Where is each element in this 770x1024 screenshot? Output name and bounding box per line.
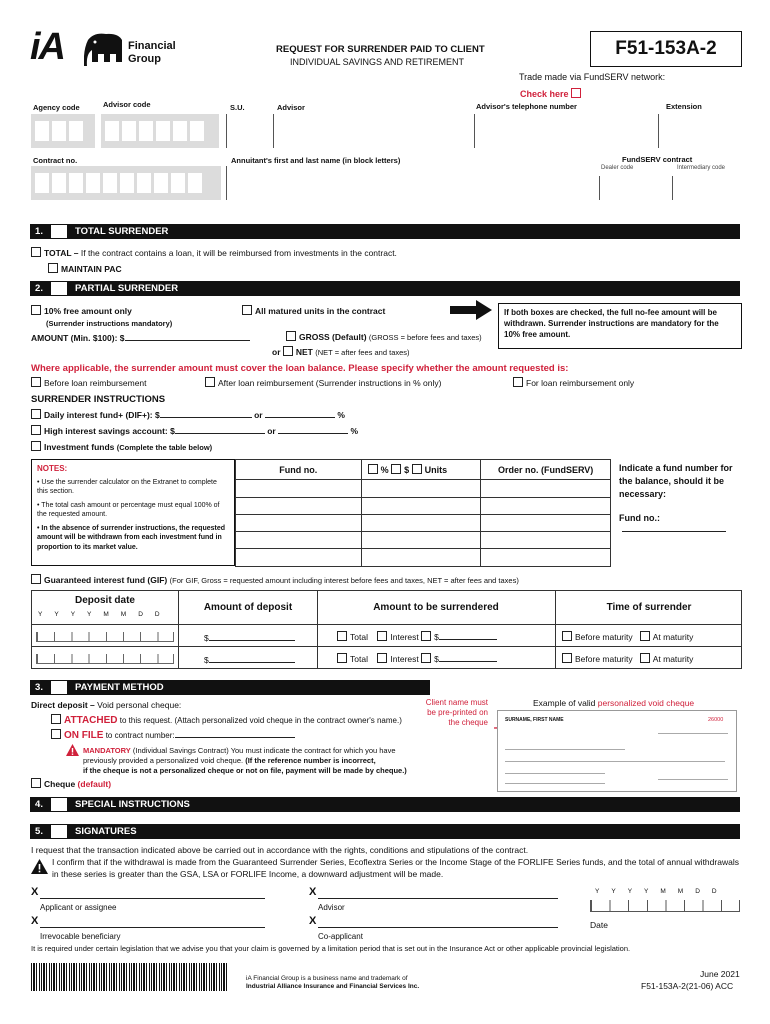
form-code-box: F51-153A-2 bbox=[590, 31, 742, 67]
order-cell[interactable] bbox=[481, 549, 611, 567]
amount-deposit-header: Amount of deposit bbox=[203, 602, 293, 613]
surrender-amount-field[interactable] bbox=[439, 661, 497, 662]
net-note: (NET = after fees and taxes) bbox=[315, 348, 410, 357]
date-letter: M bbox=[103, 611, 109, 618]
total-checkbox[interactable] bbox=[337, 653, 347, 663]
example-cheque bbox=[497, 710, 737, 792]
sig-date-label: Date bbox=[590, 920, 608, 930]
deposit-amount-field[interactable] bbox=[209, 640, 295, 641]
cheque-name: SURNAME, FIRST NAME bbox=[505, 717, 564, 723]
example-cheque-label bbox=[533, 698, 694, 708]
for-loan-checkbox[interactable] bbox=[513, 377, 523, 387]
hisa-checkbox[interactable] bbox=[31, 425, 41, 435]
deposit-date-field[interactable] bbox=[36, 654, 174, 664]
applicant-line[interactable] bbox=[40, 898, 265, 899]
daily-pct: % bbox=[337, 410, 345, 420]
attached-checkbox[interactable] bbox=[51, 714, 61, 724]
extension-label: Extension bbox=[666, 102, 702, 111]
fund-cell[interactable] bbox=[236, 498, 362, 515]
date-letter: D bbox=[154, 611, 160, 618]
net-checkbox[interactable] bbox=[283, 346, 293, 356]
form-title: REQUEST FOR SURRENDER PAID TO CLIENT bbox=[276, 44, 485, 55]
contract-no-field[interactable] bbox=[31, 166, 221, 200]
note-3-text: In the absence of surrender instructions, the requested amount will be withdrawn from each investment fund in proportion to its market value. bbox=[37, 524, 226, 551]
contract-no-label: Contract no. bbox=[33, 156, 78, 165]
units-label: Units bbox=[424, 465, 448, 475]
date-letter: Y bbox=[87, 611, 92, 618]
deposit-amount-row1 bbox=[204, 633, 295, 643]
inv-funds-checkbox[interactable] bbox=[31, 441, 41, 451]
advisor-sig-line[interactable] bbox=[318, 898, 558, 899]
beneficiary-line[interactable] bbox=[40, 927, 265, 928]
warning-icon bbox=[31, 859, 48, 874]
daily-amount-field[interactable] bbox=[160, 417, 252, 418]
dollar-sign: $ bbox=[204, 655, 209, 665]
date-letter: D bbox=[695, 888, 700, 895]
date-letter: Y bbox=[54, 611, 59, 618]
example-text: Example of valid bbox=[533, 698, 596, 708]
logo-ia: iA bbox=[30, 26, 64, 68]
direct-deposit-label: Direct deposit – bbox=[31, 700, 95, 710]
gif-checkbox[interactable] bbox=[31, 574, 41, 584]
table-row bbox=[236, 515, 611, 532]
fundserv-contract-label: FundSERV contract bbox=[622, 155, 693, 164]
balance-fund-no-field[interactable] bbox=[622, 531, 726, 532]
cheque-label: Cheque bbox=[44, 779, 76, 789]
info-box: If both boxes are checked, the full no-fee amount will be withdrawn. Surrender instructions are mandatory for the 10% free amount. bbox=[498, 303, 742, 349]
hisa-pct: % bbox=[350, 426, 359, 436]
mandatory-block bbox=[83, 746, 423, 776]
mandatory-label: MANDATORY bbox=[83, 746, 131, 755]
after-loan-label: After loan reimbursement (Surrender instructions in % only) bbox=[218, 378, 442, 388]
section-5-title: SIGNATURES bbox=[75, 826, 137, 837]
time-row1 bbox=[562, 631, 693, 642]
at-maturity-checkbox[interactable] bbox=[640, 653, 650, 663]
daily-pct-field[interactable] bbox=[265, 417, 335, 418]
dealer-code-label: Dealer code bbox=[601, 165, 634, 171]
hisa-or: or bbox=[267, 426, 276, 436]
confirm-text: I confirm that if the withdrawal is made from the Guaranteed Surrender Series, Ecoflextra Series or the Income Stage of the FORLIFE Series funds, and the total of annual withdrawals in these series is greater than the GSA, LSA or FORLIFE Income, a downward adjustment will be made. bbox=[52, 857, 739, 879]
date-letter: M bbox=[120, 611, 127, 618]
section-3-title: PAYMENT METHOD bbox=[75, 682, 164, 693]
daily-row bbox=[31, 409, 345, 420]
daily-label: Daily interest fund+ (DIF+): $ bbox=[44, 410, 160, 420]
daily-checkbox[interactable] bbox=[31, 409, 41, 419]
loan-notice: Where applicable, the surrender amount must cover the loan balance. Please specify whether the amount requested is: bbox=[31, 363, 569, 374]
applicant-label: Applicant or assignee bbox=[40, 903, 117, 912]
example-red-text: personalized void cheque bbox=[597, 698, 695, 708]
date-letter: D bbox=[138, 611, 143, 618]
balance-fund-no-label: Fund no.: bbox=[619, 513, 660, 523]
fund-table bbox=[235, 459, 611, 567]
order-no-header: Order no. (FundSERV) bbox=[481, 460, 611, 480]
fundserv-note: Trade made via FundSERV network: bbox=[519, 72, 666, 82]
advisor-label: Advisor bbox=[277, 103, 305, 112]
ten-pct-checkbox[interactable] bbox=[31, 305, 41, 315]
on-file-text: to contract number: bbox=[105, 731, 175, 740]
pct-checkbox[interactable] bbox=[368, 464, 378, 474]
trademark-line-2: Industrial Alliance Insurance and Financial Services Inc. bbox=[246, 983, 420, 990]
table-row bbox=[236, 549, 611, 567]
date-letter: M bbox=[660, 888, 666, 895]
fundserv-checkbox[interactable] bbox=[571, 88, 581, 98]
order-cell[interactable] bbox=[481, 515, 611, 532]
before-maturity-label: Before maturity bbox=[575, 632, 633, 642]
net-label: NET bbox=[295, 347, 313, 357]
notes-box bbox=[31, 459, 235, 566]
section-4-num: 4. bbox=[35, 799, 43, 810]
section-1-header bbox=[30, 224, 740, 239]
section-2-num: 2. bbox=[35, 283, 43, 294]
gif-date-letters bbox=[38, 611, 160, 618]
gross-checkbox[interactable] bbox=[286, 331, 296, 341]
fund-cell[interactable] bbox=[236, 480, 362, 498]
agency-code-label: Agency code bbox=[33, 103, 80, 112]
fund-cell[interactable] bbox=[236, 515, 362, 532]
arrow-right-icon bbox=[450, 300, 492, 320]
hisa-label: High interest savings account: $ bbox=[44, 426, 175, 436]
total-label: Total bbox=[350, 632, 368, 642]
advisor-sig-label: Advisor bbox=[318, 903, 345, 912]
amount-field[interactable] bbox=[125, 340, 250, 341]
check-here-text: Check here bbox=[520, 89, 569, 99]
mandatory-text-4: if the cheque is not a personalized cheque or not on file, payment will be made by cheque.) bbox=[83, 766, 407, 775]
date-letter: Y bbox=[627, 888, 633, 895]
gif-label: Guaranteed interest fund (GIF) bbox=[44, 575, 168, 585]
void-cheque-label: Void personal cheque: bbox=[97, 700, 182, 710]
total-text: If the contract contains a loan, it will be reimbursed from investments in the contract. bbox=[80, 248, 397, 258]
time-row2 bbox=[562, 653, 693, 664]
note-2-text: The total cash amount or percentage must equal 100% of the requested amount. bbox=[37, 501, 220, 518]
before-maturity-checkbox[interactable] bbox=[562, 631, 572, 641]
check-here-label bbox=[520, 88, 584, 99]
ten-pct-note: (Surrender instructions mandatory) bbox=[46, 319, 173, 328]
total-label: TOTAL – bbox=[44, 248, 79, 258]
interest-checkbox[interactable] bbox=[377, 631, 387, 641]
note-3: • In the absence of surrender instructions, the requested amount will be withdrawn from each investment fund in proportion to its market value. bbox=[37, 524, 226, 551]
at-maturity-checkbox[interactable] bbox=[640, 631, 650, 641]
section-4-header bbox=[30, 797, 740, 812]
su-field[interactable] bbox=[226, 114, 270, 148]
order-cell[interactable] bbox=[481, 532, 611, 549]
time-surrender-header: Time of surrender bbox=[606, 602, 692, 613]
before-loan-row bbox=[31, 377, 147, 388]
surrender-row2 bbox=[337, 653, 497, 664]
before-loan-label: Before loan reimbursement bbox=[44, 378, 147, 388]
advisor-code-field[interactable] bbox=[101, 114, 219, 148]
section-5-num: 5. bbox=[35, 826, 43, 837]
section-2-checkbox[interactable] bbox=[51, 282, 67, 295]
note-1-text: Use the surrender calculator on the Extranet to complete this section. bbox=[37, 478, 217, 495]
before-maturity-checkbox[interactable] bbox=[562, 653, 572, 663]
matured-row bbox=[242, 305, 385, 316]
dollar-sign: $ bbox=[434, 654, 439, 664]
sig-date-letters bbox=[595, 888, 717, 895]
co-applicant-x: X bbox=[309, 915, 317, 927]
elephant-icon bbox=[84, 32, 126, 68]
attached-row bbox=[51, 714, 402, 726]
maintain-pac-row bbox=[48, 263, 122, 274]
dollar-label: $ bbox=[404, 465, 410, 475]
total-label: Total bbox=[350, 654, 368, 664]
pct-dollar-units-header bbox=[361, 460, 481, 480]
before-maturity-label: Before maturity bbox=[575, 654, 633, 664]
matured-checkbox[interactable] bbox=[242, 305, 252, 315]
gif-note: (For GIF, Gross = requested amount including interest before fees and taxes, NET = after fees and taxes) bbox=[169, 576, 519, 585]
intermediary-code-field[interactable] bbox=[672, 176, 742, 200]
logo-group: Group bbox=[128, 53, 161, 65]
on-file-label: ON FILE bbox=[64, 730, 104, 741]
maintain-pac-checkbox[interactable] bbox=[48, 263, 58, 273]
legal-text: It is required under certain legislation that we advise you that your claim is governed by a limitation period that is set out in the Insurance Act or other applicable provincial legislation. bbox=[31, 944, 631, 953]
logo-financial: Financial bbox=[128, 40, 176, 52]
fund-cell[interactable] bbox=[236, 532, 362, 549]
amount-row bbox=[31, 333, 250, 343]
amount-cell[interactable] bbox=[361, 515, 481, 532]
table-row bbox=[236, 480, 611, 498]
total-surrender-row bbox=[31, 247, 397, 258]
after-loan-row bbox=[205, 377, 441, 388]
matured-label: All matured units in the contract bbox=[255, 306, 386, 316]
surrender-row1 bbox=[337, 631, 497, 642]
amount-checkbox[interactable] bbox=[421, 631, 431, 641]
date-letter: D bbox=[711, 888, 717, 895]
amount-cell[interactable] bbox=[361, 549, 481, 567]
gross-row bbox=[286, 331, 482, 342]
at-maturity-label: At maturity bbox=[652, 632, 694, 642]
gross-label: GROSS (Default) bbox=[299, 332, 367, 342]
dealer-code-field[interactable] bbox=[599, 176, 667, 200]
amount-surrender-header: Amount to be surrendered bbox=[373, 602, 499, 613]
inv-funds-label: Investment funds bbox=[44, 442, 115, 452]
annuitant-label: Annuitant's first and last name (in block letters) bbox=[231, 156, 401, 165]
section-4-title: SPECIAL INSTRUCTIONS bbox=[75, 799, 190, 810]
total-checkbox[interactable] bbox=[337, 631, 347, 641]
notes-title: NOTES: bbox=[37, 464, 68, 473]
cheque-row bbox=[31, 778, 111, 789]
or-label: or bbox=[272, 347, 281, 357]
gif-row bbox=[31, 574, 519, 585]
after-loan-checkbox[interactable] bbox=[205, 377, 215, 387]
advisor-phone-field[interactable] bbox=[474, 114, 654, 148]
gross-note: (GROSS = before fees and taxes) bbox=[368, 333, 482, 342]
annuitant-field[interactable] bbox=[226, 166, 596, 200]
extension-field[interactable] bbox=[658, 114, 742, 148]
beneficiary-label: Irrevocable beneficiary bbox=[40, 932, 121, 941]
on-file-row bbox=[51, 729, 295, 741]
hisa-amount-field[interactable] bbox=[175, 433, 265, 434]
amount-label: AMOUNT (Min. $100): $ bbox=[31, 333, 125, 343]
form-subtitle: INDIVIDUAL SAVINGS AND RETIREMENT bbox=[290, 57, 465, 67]
client-name-note: Client name must be pre-printed on the cheque bbox=[425, 698, 488, 727]
fund-no-header: Fund no. bbox=[236, 460, 362, 480]
section-5-checkbox[interactable] bbox=[51, 825, 67, 838]
section-1-title: TOTAL SURRENDER bbox=[75, 226, 169, 237]
instructions-title: SURRENDER INSTRUCTIONS bbox=[31, 394, 166, 405]
attached-text: to this request. (Attach personalized void cheque in the contract owner's name.) bbox=[119, 716, 402, 725]
request-text: I request that the transaction indicated above be carried out in accordance with the rights, conditions and stipulations of the contract. bbox=[31, 845, 529, 855]
attached-label: ATTACHED bbox=[64, 715, 118, 726]
cheque-number: 26000 bbox=[708, 717, 724, 723]
logo bbox=[30, 26, 180, 72]
units-checkbox[interactable] bbox=[412, 464, 422, 474]
hisa-row bbox=[31, 425, 358, 436]
deposit-amount-row2 bbox=[204, 655, 295, 665]
amount-cell[interactable] bbox=[361, 532, 481, 549]
advisor-code-label: Advisor code bbox=[103, 100, 151, 109]
maintain-pac-label: MAINTAIN PAC bbox=[61, 264, 122, 274]
before-loan-checkbox[interactable] bbox=[31, 377, 41, 387]
dollar-sign: $ bbox=[434, 632, 439, 642]
applicant-x: X bbox=[31, 886, 39, 898]
barcode bbox=[31, 963, 229, 991]
amount-cell[interactable] bbox=[361, 498, 481, 515]
net-row bbox=[272, 346, 410, 357]
trademark-line-1: iA Financial Group is a business name and trademark of bbox=[246, 975, 408, 982]
inv-funds-note: (Complete the table below) bbox=[116, 443, 213, 452]
interest-checkbox[interactable] bbox=[377, 653, 387, 663]
interest-label: Interest bbox=[390, 654, 419, 664]
ten-pct-label: 10% free amount only bbox=[44, 306, 132, 316]
deposit-amount-field[interactable] bbox=[209, 662, 295, 663]
date-letter: Y bbox=[595, 888, 600, 895]
inv-funds-row bbox=[31, 441, 212, 452]
ten-pct-row bbox=[31, 305, 132, 316]
deposit-date-header: Deposit date bbox=[74, 595, 135, 606]
mandatory-text-1: (Individual Savings Contract) You must indicate the contract for which you have bbox=[132, 746, 396, 755]
amount-cell[interactable] bbox=[361, 480, 481, 498]
interest-label: Interest bbox=[390, 632, 419, 642]
cheque-checkbox[interactable] bbox=[31, 778, 41, 788]
gif-table bbox=[31, 590, 742, 669]
advisor-phone-label: Advisor's telephone number bbox=[476, 102, 577, 111]
hisa-pct-field[interactable] bbox=[278, 433, 348, 434]
section-3-num: 3. bbox=[35, 682, 43, 693]
pct-label: % bbox=[380, 465, 389, 475]
footer-code: F51-153A-2(21-06) ACC bbox=[641, 981, 734, 991]
cheque-default: (default) bbox=[77, 779, 112, 789]
for-loan-label: For loan reimbursement only bbox=[526, 378, 635, 388]
section-5-header bbox=[30, 824, 740, 839]
surrender-amount-field[interactable] bbox=[439, 639, 497, 640]
section-2-header bbox=[30, 281, 740, 296]
section-4-checkbox[interactable] bbox=[51, 798, 67, 811]
advisor-field[interactable] bbox=[273, 114, 469, 148]
at-maturity-label: At maturity bbox=[652, 654, 694, 664]
daily-or: or bbox=[254, 410, 263, 420]
table-row bbox=[236, 532, 611, 549]
date-letter: Y bbox=[70, 611, 76, 618]
on-file-checkbox[interactable] bbox=[51, 729, 61, 739]
contract-number-field[interactable] bbox=[175, 737, 295, 738]
date-letter: Y bbox=[644, 888, 649, 895]
sig-date-field[interactable] bbox=[590, 900, 740, 912]
section-3-checkbox[interactable] bbox=[51, 681, 67, 694]
date-letter: Y bbox=[38, 611, 43, 618]
footer-date: June 2021 bbox=[700, 969, 740, 979]
section-1-num: 1. bbox=[35, 226, 43, 237]
note-2: • The total cash amount or percentage must equal 100% of the requested amount. bbox=[37, 501, 220, 518]
deposit-date-field[interactable] bbox=[36, 632, 174, 642]
mandatory-text-2: previously provided a personalized void cheque. bbox=[83, 756, 244, 765]
indicate-balance: Indicate a fund number for the balance, should it be necessary: bbox=[619, 463, 733, 499]
date-letter: Y bbox=[611, 888, 616, 895]
order-cell[interactable] bbox=[481, 498, 611, 515]
beneficiary-x: X bbox=[31, 915, 39, 927]
order-cell[interactable] bbox=[481, 480, 611, 498]
section-2-title: PARTIAL SURRENDER bbox=[75, 283, 179, 294]
for-loan-row bbox=[513, 377, 634, 388]
dollar-sign: $ bbox=[204, 633, 209, 643]
note-1: • Use the surrender calculator on the Extranet to complete this section. bbox=[37, 478, 217, 495]
warning-icon bbox=[66, 744, 79, 756]
agency-code-field[interactable] bbox=[31, 114, 95, 148]
co-applicant-label: Co-applicant bbox=[318, 932, 363, 941]
mandatory-text-3: (If the reference number is incorrect, bbox=[245, 756, 376, 765]
advisor-x: X bbox=[309, 886, 317, 898]
fund-cell[interactable] bbox=[236, 549, 362, 567]
table-row bbox=[236, 498, 611, 515]
intermediary-code-label: Intermediary code bbox=[677, 165, 726, 171]
co-applicant-line[interactable] bbox=[318, 927, 558, 928]
section-3-header bbox=[30, 680, 430, 695]
total-checkbox[interactable] bbox=[31, 247, 41, 257]
su-label: S.U. bbox=[230, 103, 245, 112]
direct-deposit-row bbox=[31, 700, 181, 710]
amount-checkbox[interactable] bbox=[421, 653, 431, 663]
date-letter: M bbox=[677, 888, 684, 895]
dollar-checkbox[interactable] bbox=[391, 464, 401, 474]
section-1-checkbox[interactable] bbox=[51, 225, 67, 238]
